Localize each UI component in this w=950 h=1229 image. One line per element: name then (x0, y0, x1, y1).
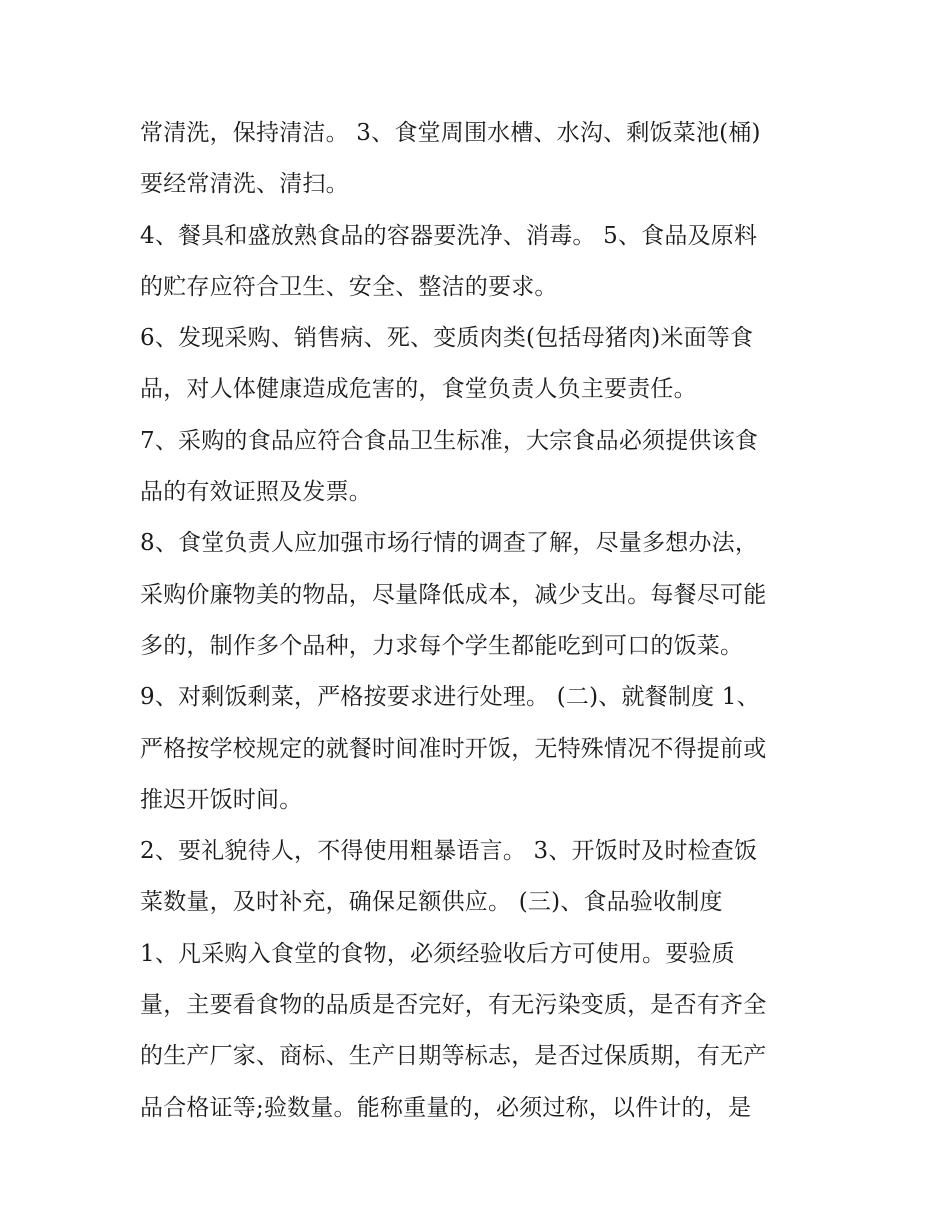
text-line: 4、餐具和盛放熟食品的容器要洗净、消毒。 5、食品及原料 (140, 222, 758, 249)
text-line: 2、要礼貌待人，不得使用粗暴语言。 3、开饭时及时检查饭 (140, 838, 758, 865)
body-text (140, 108, 820, 1134)
text-line: 菜数量，及时补充，确保足额供应。 (三)、食品验收制度 (140, 889, 723, 916)
text-line: 7、采购的食品应符合食品卫生标准，大宗食品必须提供该食 (140, 427, 759, 454)
text-line: 品，对人体健康造成危害的，食堂负责人负主要责任。 (140, 376, 697, 403)
text-line: 9、对剩饭剩菜，严格按要求进行处理。 (二)、就餐制度 1、 (140, 684, 760, 711)
text-line: 多的，制作多个品种，力求每个学生都能吃到可口的饭菜。 (140, 632, 744, 659)
text-line: 的生产厂家、商标、生产日期等标志，是否过保质期，有无产 (140, 1043, 767, 1070)
text-line: 6、发现采购、销售病、死、变质肉类(包括母猪肉)米面等食 (140, 325, 754, 352)
text-line: 常清洗，保持清洁。 3、食堂周围水槽、水沟、剩饭菜池(桶) (140, 120, 761, 146)
text-line: 量，主要看食物的品质是否完好，有无污染变质，是否有齐全 (140, 992, 767, 1019)
text-line: 品的有效证照及发票。 (140, 479, 372, 506)
text-line: 推迟开饭时间。 (140, 786, 303, 813)
text-line: 采购价廉物美的物品，尽量降低成本，减少支出。每餐尽可能 (140, 581, 767, 608)
text-line: 严格按学校规定的就餐时间准时开饭，无特殊情况不得提前或 (140, 735, 767, 762)
text-line: 要经常清洗、清扫。 (140, 171, 349, 198)
text-line: 品合格证等;验数量。能称重量的，必须过称，以件计的，是 (140, 1094, 752, 1121)
text-line: 1、凡采购入食堂的食物，必须经验收后方可使用。要验质 (140, 940, 735, 967)
text-line: 的贮存应符合卫生、安全、整洁的要求。 (140, 273, 558, 300)
text-line: 8、食堂负责人应加强市场行情的调查了解，尽量多想办法， (140, 530, 759, 557)
